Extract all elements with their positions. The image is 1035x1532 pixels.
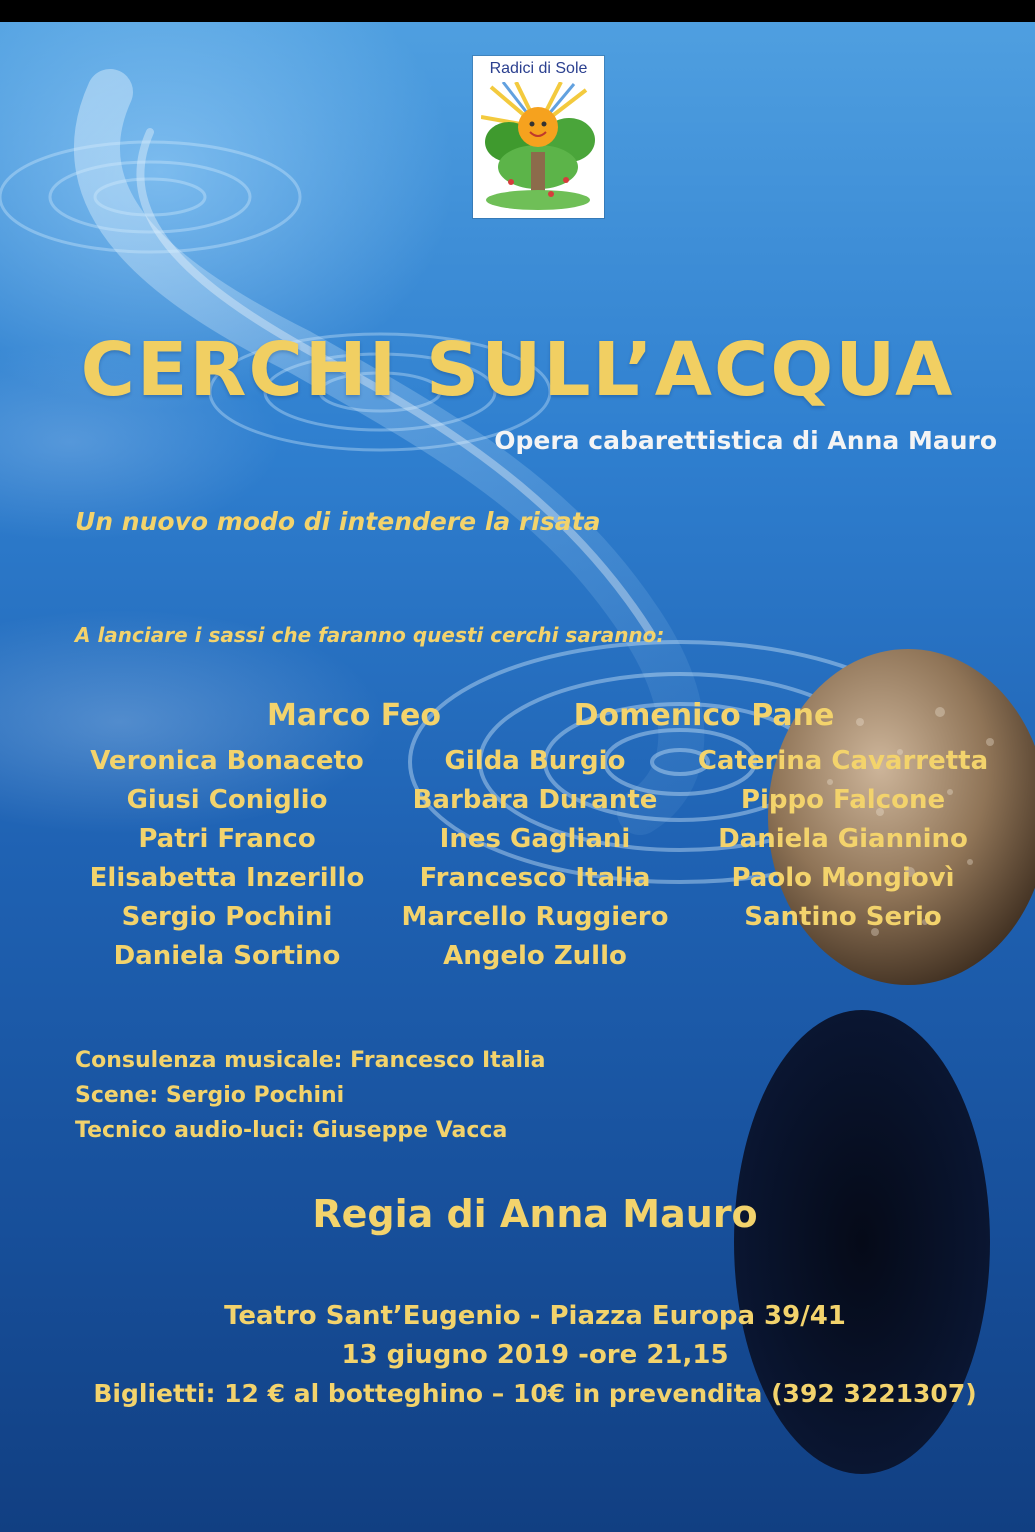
credit-scenes: Scene: Sergio Pochini: [75, 1083, 345, 1108]
event-date: 13 giugno 2019 -ore 21,15: [341, 1340, 729, 1370]
cast-member: Barbara Durante: [412, 785, 658, 815]
lead-actor-1: Marco Feo: [267, 698, 441, 733]
director-credit: Regia di Anna Mauro: [312, 1192, 758, 1236]
show-title: CERCHI SULL’ACQUA: [80, 327, 955, 413]
cast-member: Marcello Ruggiero: [401, 902, 669, 932]
sun-tree-icon: [481, 82, 596, 212]
cast-intro: A lanciare i sassi che faranno questi cerchi saranno:: [75, 623, 665, 647]
credit-music: Consulenza musicale: Francesco Italia: [75, 1048, 546, 1073]
cast-member: Daniela Sortino: [113, 941, 341, 971]
cast-member: Angelo Zullo: [443, 941, 627, 971]
logo-text: Radici di Sole: [489, 60, 588, 77]
cast-member: Santino Serio: [744, 902, 942, 932]
cast-member: Giusi Coniglio: [126, 785, 328, 815]
cast-member: Paolo Mongiovì: [731, 863, 955, 893]
cast-member: Sergio Pochini: [121, 902, 333, 932]
radici-di-sole-logo: [473, 56, 604, 218]
cast-member: Pippo Falcone: [740, 785, 946, 815]
cast-member: Daniela Giannino: [718, 824, 968, 854]
credit-tech: Tecnico audio-luci: Giuseppe Vacca: [75, 1118, 508, 1143]
cast-member: Francesco Italia: [419, 863, 651, 893]
tagline: Un nuovo modo di intendere la risata: [75, 507, 601, 536]
cast-member: Ines Gagliani: [439, 824, 631, 854]
poster: [0, 22, 1035, 1532]
cast-member: Gilda Burgio: [444, 746, 626, 776]
show-subtitle: Opera cabarettistica di Anna Mauro: [494, 426, 997, 455]
lead-actor-2: Domenico Pane: [573, 698, 835, 733]
cast-member: Elisabetta Inzerillo: [89, 863, 365, 893]
cast-member: Patri Franco: [138, 824, 316, 854]
venue-address: Teatro Sant’Eugenio - Piazza Europa 39/41: [224, 1301, 846, 1331]
cast-member: Caterina Cavarretta: [697, 746, 989, 776]
ticket-info: Biglietti: 12 € al botteghino – 10€ in prevendita (392 3221307): [93, 1379, 977, 1408]
cast-member: Veronica Bonaceto: [90, 746, 364, 776]
